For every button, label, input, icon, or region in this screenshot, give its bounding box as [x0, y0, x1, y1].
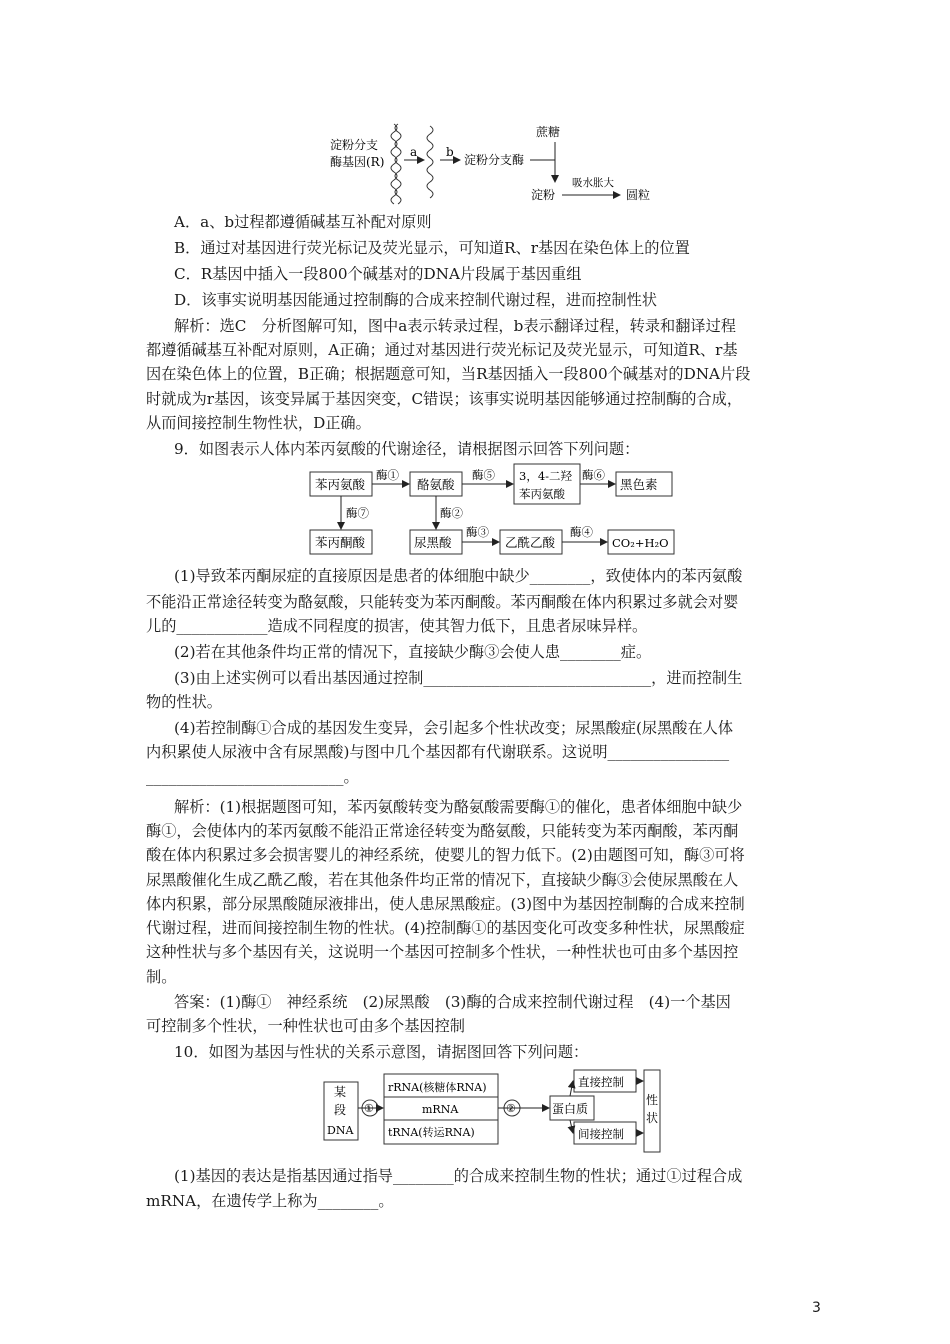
label-b: b [446, 145, 454, 159]
mrna-label: mRNA [422, 1103, 459, 1116]
label-a: a [410, 145, 418, 159]
phe-label: 苯丙氨酸 [315, 477, 366, 492]
q8-explanation-3: 因在染色体上的位置，B正确；根据题意可知，当R基因插入一段800个碱基对的DNA片段 [146, 365, 751, 383]
enzyme-3-label: 酶③ [466, 525, 489, 539]
q9-part2: (2)若在其他条件均正常的情况下，直接缺少酶③会使人患________症。 [174, 643, 652, 661]
dopa-label-1: 3，4-二羟 [519, 469, 573, 483]
q8-explanation-4: 时就成为r基因，该变异属于基因突变，C错误；该事实说明基因能够通过控制酶的合成， [146, 390, 743, 408]
q9-part1-line3: 儿的____________造成不同程度的损害，使其智力低下，且患者尿味异样。 [146, 617, 648, 635]
q9-answer-explanation-3: 酸在体内积累过多会损害婴儿的神经系统，使婴儿的智力低下。(2)由题图可知，酶③可将 [146, 846, 745, 864]
q9-part4-line1: (4)若控制酶①合成的基因发生变异，会引起多个性状改变；尿黑酸症(尿黑酸在人体 [174, 719, 734, 737]
option-d: D．该事实说明基因能通过控制酶的合成来控制代谢过程，进而控制性状 [174, 291, 657, 309]
q9-answer-explanation-8: 制。 [146, 968, 177, 986]
enzyme-2-label: 酶② [440, 506, 463, 520]
q9-answer-explanation-5: 体内积累，部分尿黑酸随尿液排出，使人患尿黑酸症。(3)图中为基因控制酶的合成来控制 [146, 895, 745, 913]
q10-part1-line1: (1)基因的表达是指基因通过指导________的合成来控制生物的性状；通过①过程合成 [174, 1167, 743, 1185]
trait-label-1: 性 [646, 1093, 659, 1107]
direct-control-label: 直接控制 [578, 1075, 624, 1089]
enzyme-5-label: 酶⑤ [472, 468, 495, 482]
round-label: 圆粒 [626, 188, 651, 202]
q9-part3-line2: 物的性状。 [146, 693, 222, 711]
dna-label-3: DNA [327, 1124, 354, 1137]
q8-explanation-2: 都遵循碱基互补配对原则，A正确；通过对基因进行荧光标记及荧光显示，可知道R、r基 [146, 341, 738, 359]
q9-stem: 9．如图表示人体内苯丙氨酸的代谢途径，请根据图示回答下列问题： [174, 440, 640, 458]
enzyme-1-label: 酶① [376, 468, 399, 482]
q10-part1-line2: mRNA，在遗传学上称为________。 [146, 1192, 394, 1210]
enzyme-4-label: 酶④ [570, 525, 593, 539]
gene-label-1: 淀粉分支 [330, 138, 379, 152]
hga-label: 尿黑酸 [414, 535, 452, 550]
dna-label-1: 某 [334, 1085, 347, 1099]
absorb-label: 吸水胀大 [572, 177, 614, 189]
q10-stem: 10．如图为基因与性状的关系示意图，请据图回答下列问题： [174, 1043, 589, 1061]
figure-starch-gene [330, 120, 660, 206]
option-a: A．a、b过程都遵循碱基互补配对原则 [174, 213, 432, 231]
enzyme-label: 淀粉分支酶 [464, 153, 525, 167]
tyr-label: 酪氨酸 [417, 477, 455, 492]
q9-part3-line1: (3)由上述实例可以看出基因通过控制______________________________，进而控制生 [174, 669, 743, 687]
figure-gene-trait [322, 1066, 662, 1158]
q9-part4-line3: __________________________。 [146, 768, 359, 786]
trait-label-2: 状 [646, 1111, 659, 1125]
enzyme-6-label: 酶⑥ [582, 468, 605, 482]
indirect-control-label: 间接控制 [578, 1127, 624, 1141]
melanin-label: 黑色素 [620, 477, 658, 492]
gene-label-2: 酶基因(R) [330, 155, 385, 169]
q9-part4-line2: 内积累使人尿液中含有尿黑酸)与图中几个基因都有代谢联系。这说明________________ [146, 743, 730, 761]
dna-label-2: 段 [334, 1103, 347, 1117]
step-1-label: ① [364, 1102, 374, 1115]
q9-part1-line2: 不能沿正常途径转变为酪氨酸，只能转变为苯丙酮酸。苯丙酮酸在体内积累过多就会对婴 [146, 593, 739, 611]
ppa-label: 苯丙酮酸 [315, 535, 366, 550]
rrna-label: rRNA(核糖体RNA) [388, 1081, 487, 1094]
q9-answer-explanation-1: 解析：(1)根据题图可知，苯丙氨酸转变为酪氨酸需要酶①的催化，患者体细胞中缺少 [174, 798, 743, 816]
maa-label: 乙酰乙酸 [505, 535, 556, 550]
option-c: C．R基因中插入一段800个碱基对的DNA片段属于基因重组 [174, 265, 582, 283]
figure-phenylalanine-pathway [308, 462, 678, 558]
q9-answer-2: 可控制多个性状，一种性状也可由多个基因控制 [146, 1017, 465, 1035]
enzyme-7-label: 酶⑦ [346, 506, 369, 520]
trna-label: tRNA(转运RNA) [388, 1126, 475, 1139]
q8-explanation-1: 解析：选C 分析图解可知，图中a表示转录过程，b表示翻译过程，转录和翻译过程 [174, 317, 736, 335]
q9-answer-explanation-4: 尿黑酸催化生成乙酰乙酸，若在其他条件均正常的情况下，直接缺少酶③会使尿黑酸在人 [146, 871, 739, 889]
co2-label: CO₂+H₂O [612, 536, 669, 550]
q9-part1-line1: (1)导致苯丙酮尿症的直接原因是患者的体细胞中缺少________，致使体内的苯丙氨酸 [174, 567, 743, 585]
dopa-label-2: 苯丙氨酸 [519, 487, 565, 501]
q9-answer-explanation-2: 酶①，会使体内的苯丙氨酸不能沿正常途径转变为酪氨酸，只能转变为苯丙酮酸，苯丙酮 [146, 822, 739, 840]
protein-label: 蛋白质 [552, 1102, 589, 1116]
sucrose-label: 蔗糖 [536, 125, 561, 139]
q8-explanation-5: 从而间接控制生物性状，D正确。 [146, 414, 371, 432]
step-2-label: ② [506, 1102, 516, 1115]
q9-answer-explanation-7: 这种性状与多个基因有关，这说明一个基因可控制多个性状，一种性状也可由多个基因控 [146, 943, 739, 961]
starch-label: 淀粉 [531, 188, 556, 202]
mrna-strand-icon [427, 126, 433, 198]
page-number: 3 [812, 1300, 821, 1316]
option-b: B．通过对基因进行荧光标记及荧光显示，可知道R、r基因在染色体上的位置 [174, 239, 690, 257]
q9-answer-explanation-6: 代谢过程，进而间接控制生物的性状。(4)控制酶①的基因变化可改变多种性状，尿黑酸症 [146, 919, 745, 937]
q9-answer-1: 答案：(1)酶① 神经系统 (2)尿黑酸 (3)酶的合成来控制代谢过程 (4)一个基因 [174, 993, 731, 1011]
dna-helix-icon [391, 124, 401, 204]
